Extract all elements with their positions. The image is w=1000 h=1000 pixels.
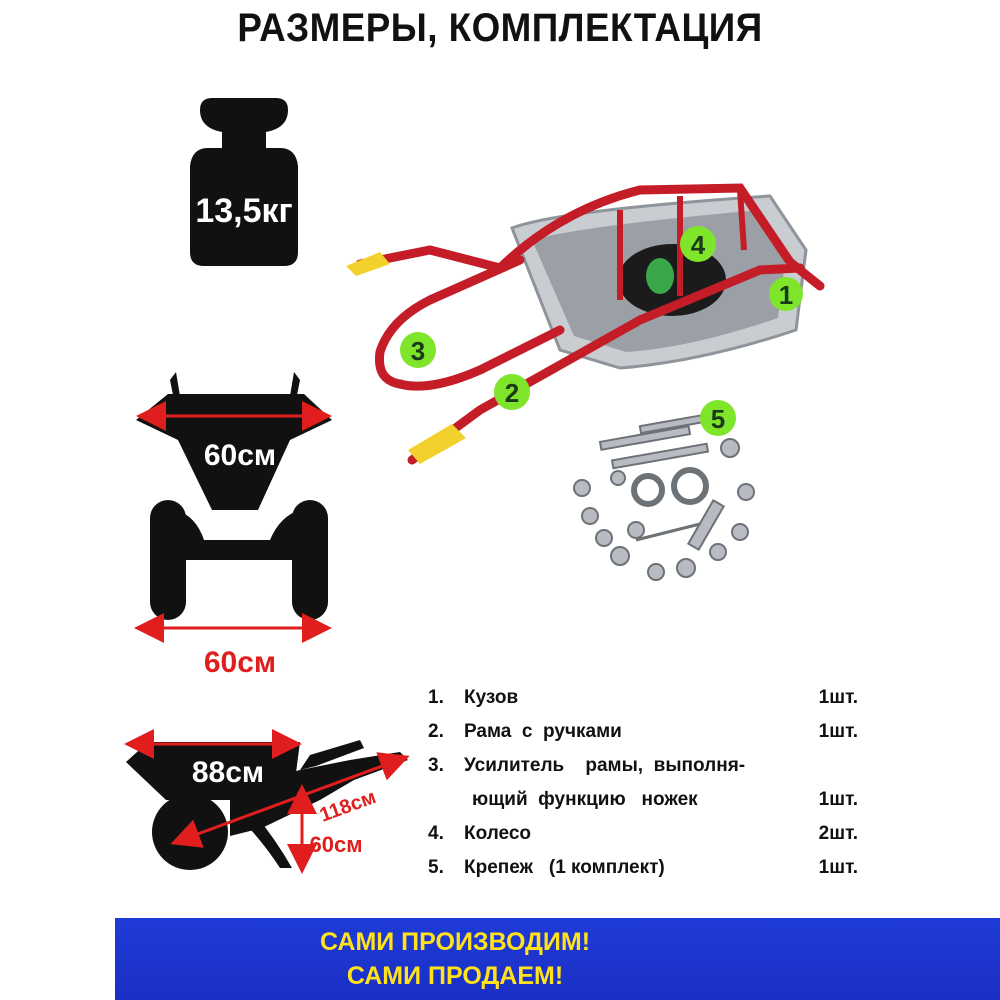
- item-number: 2.: [428, 721, 444, 742]
- svg-text:2: 2: [504, 378, 520, 408]
- item-name: Кузов: [464, 687, 519, 708]
- item-name: Рама с ручками: [464, 721, 622, 742]
- page-title: РАЗМЕРЫ, КОМПЛЕКТАЦИЯ: [237, 6, 763, 50]
- wheel-span-label: 60см: [203, 646, 277, 679]
- list-item: [428, 851, 858, 885]
- item-number: 1.: [428, 687, 444, 708]
- slogan-banner: [115, 918, 1000, 1000]
- svg-text:4: 4: [690, 230, 706, 260]
- list-item: [428, 715, 858, 749]
- item-number: 3.: [428, 755, 444, 776]
- slogan-line-1: САМИ ПРОИЗВОДИМ!: [319, 928, 591, 956]
- front-view-silhouette: [136, 372, 332, 679]
- svg-text:3: 3: [410, 336, 426, 366]
- item-name: Колесо: [464, 823, 532, 844]
- badge-1: [769, 277, 803, 311]
- parts-list: [428, 681, 858, 885]
- badge-4: [680, 226, 716, 262]
- item-number: 4.: [428, 823, 444, 844]
- badge-5: [700, 400, 736, 436]
- item-qty: 2шт.: [818, 823, 858, 844]
- side-view-silhouette: [126, 740, 408, 870]
- item-qty: 1шт.: [818, 789, 858, 810]
- list-item: [428, 817, 858, 851]
- item-qty: 1шт.: [818, 857, 858, 878]
- item-name: Крепеж (1 комплект): [464, 857, 665, 878]
- diagonal-label: 118см: [316, 786, 380, 827]
- weight-label: 13,5кг: [195, 192, 293, 230]
- length-label: 88см: [191, 756, 265, 789]
- item-name: Усилитель рамы, выполня-: [464, 755, 746, 776]
- svg-text:1: 1: [778, 280, 794, 310]
- list-item: [428, 681, 858, 715]
- item-qty: 1шт.: [818, 687, 858, 708]
- item-name-cont: ющий функцию ножек: [472, 789, 698, 810]
- weight-icon: [190, 98, 298, 266]
- item-number: 5.: [428, 857, 444, 878]
- badge-2: [494, 374, 530, 410]
- front-width-label: 60см: [203, 439, 277, 472]
- slogan-line-2: САМИ ПРОДАЕМ!: [346, 962, 564, 990]
- height-label: 60см: [309, 832, 363, 857]
- list-item: [428, 749, 858, 817]
- badge-3: [400, 332, 436, 368]
- product-photo: [346, 188, 820, 580]
- item-qty: 1шт.: [818, 721, 858, 742]
- svg-text:5: 5: [710, 404, 726, 434]
